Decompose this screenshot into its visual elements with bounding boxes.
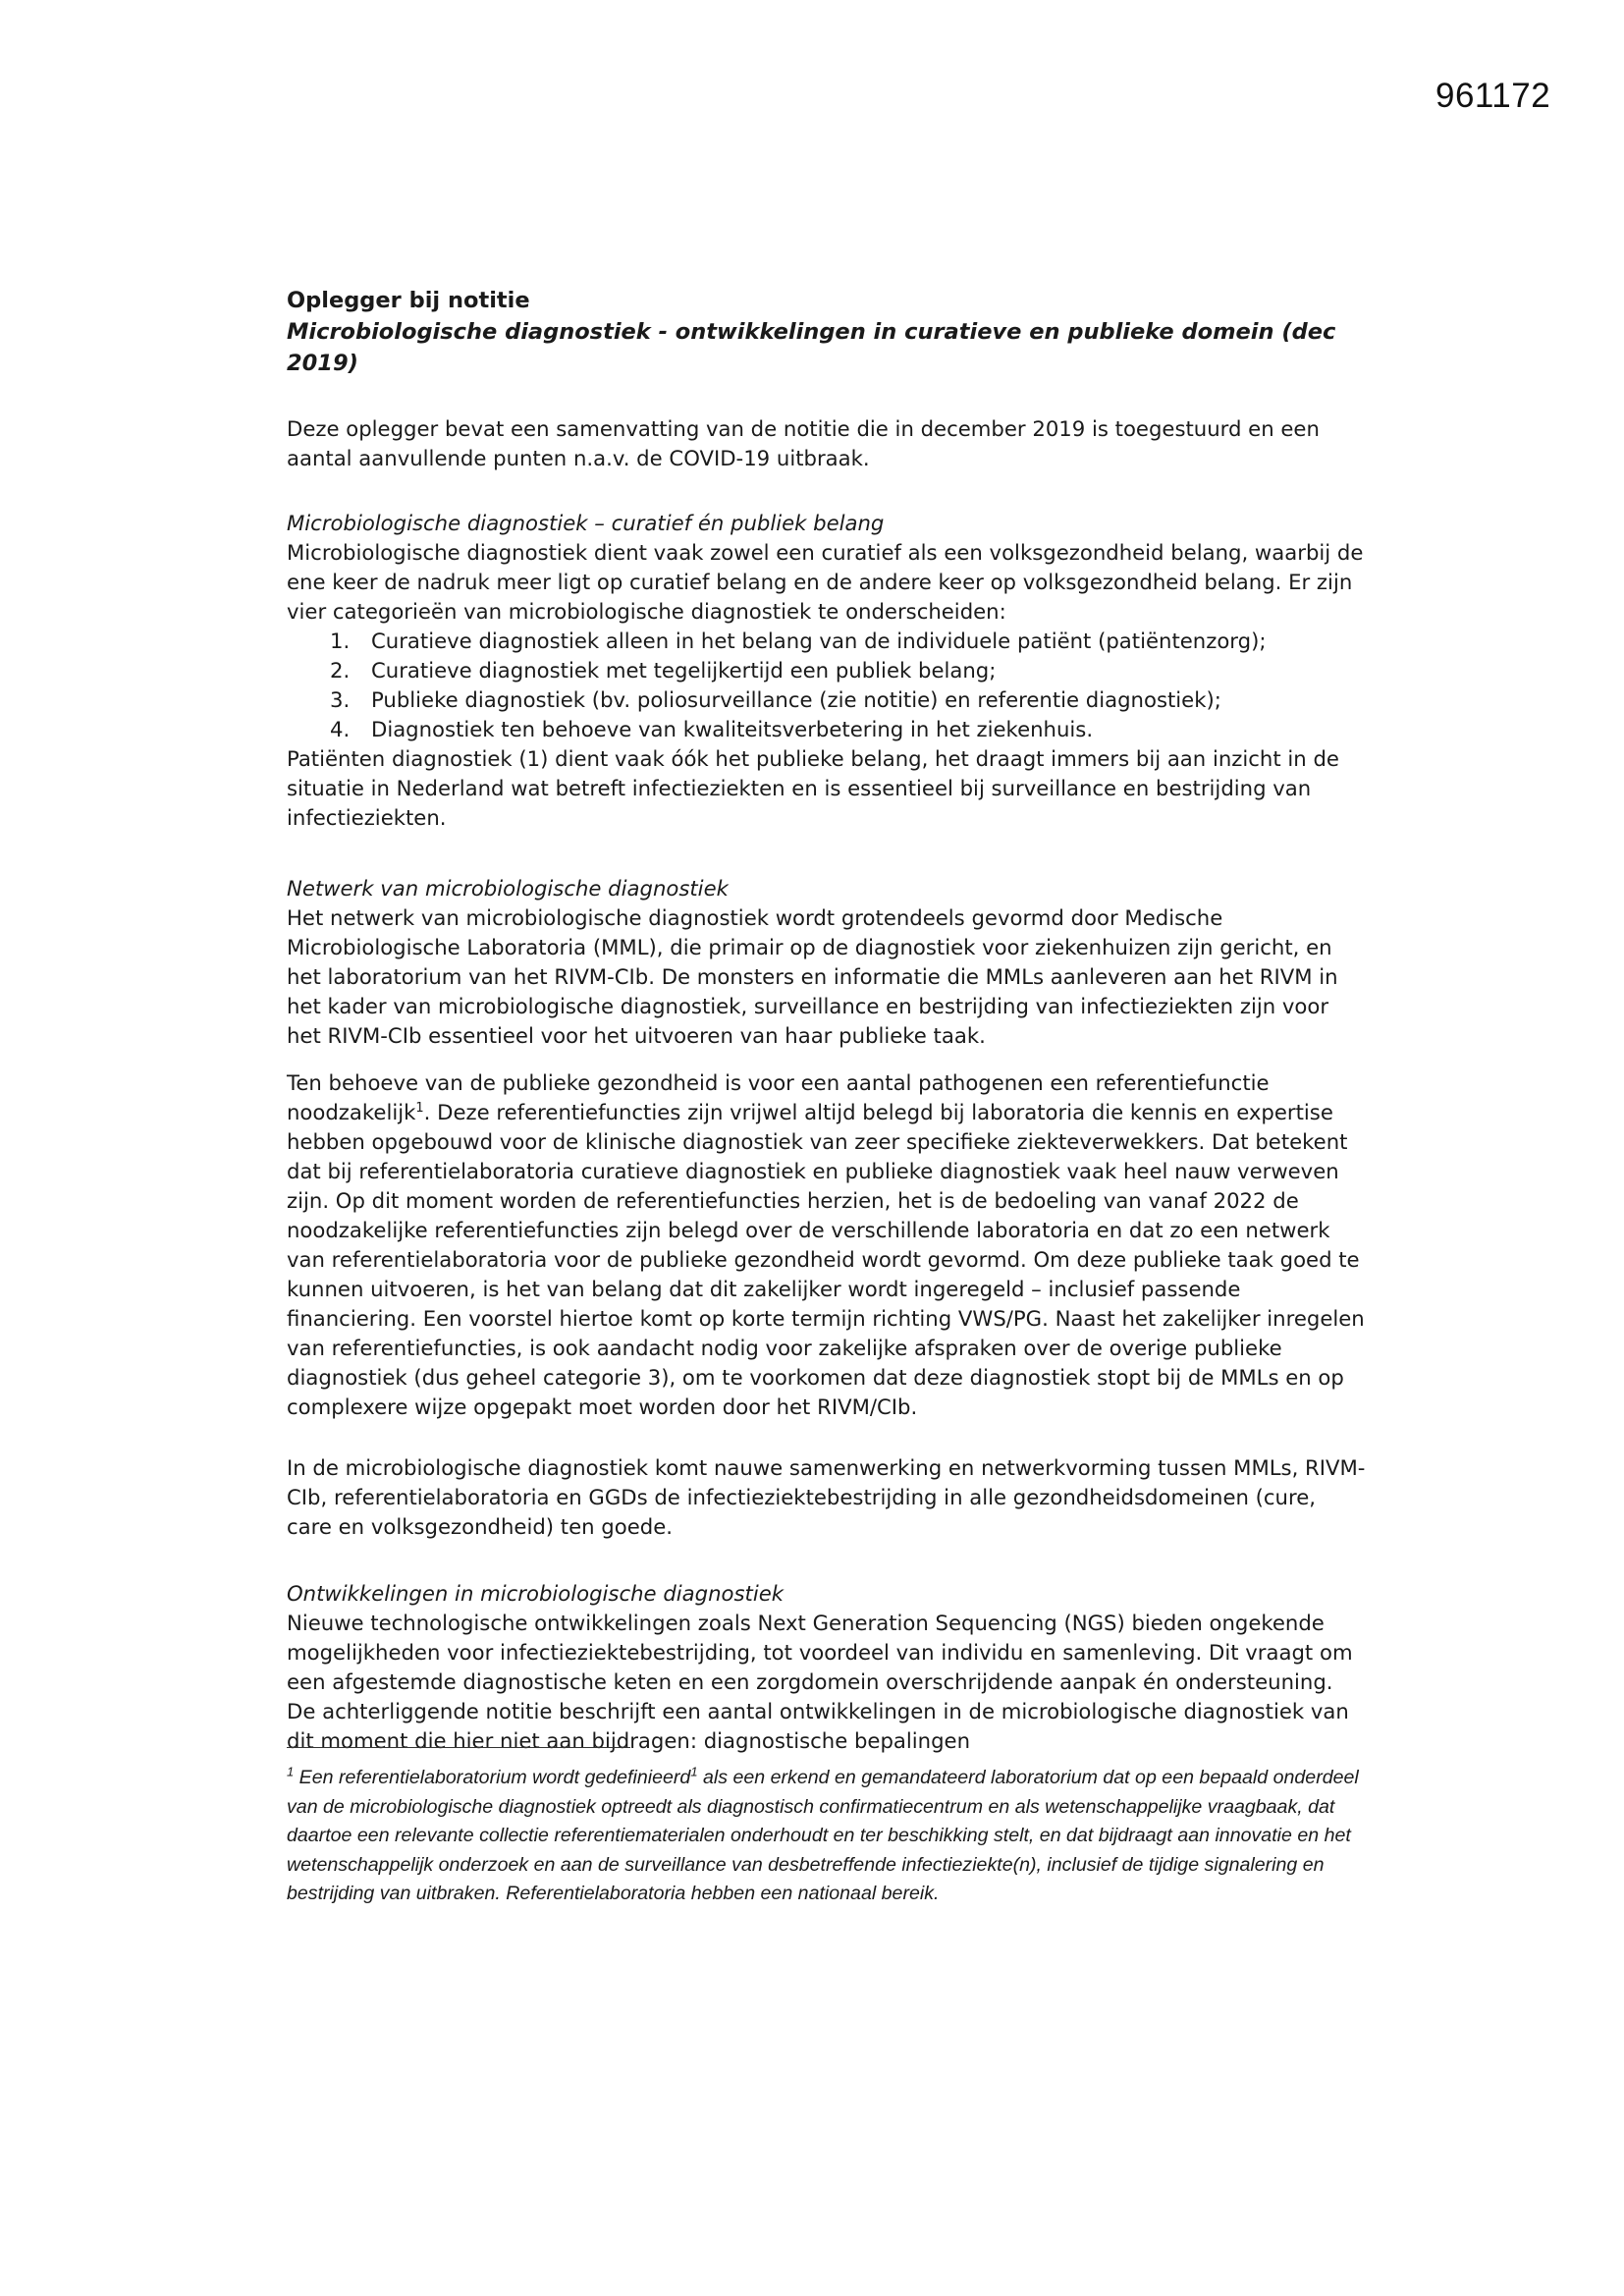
document-title: Oplegger bij notitie (287, 288, 530, 313)
paragraph-text: . Deze referentiefuncties zijn vrijwel altijd belegd bij laboratoria die kennis en expertise hebben opgebouwd voor de klinische diagnostiek van zeer specifieke ziekteverwekkers. Dat betekent dat bij referentielaboratoria curatieve diagnostiek en publieke diagnostiek vaak heel nauw verweven zijn. Op dit moment worden de referentiefuncties herzien, het is de bedoeling van vanaf 2022 de noodzakelijke referentiefuncties zijn belegd over de verschillende laboratoria en dat zo een netwerk van referentielaboratoria voor de publieke gezondheid wordt gevormd. Om deze publieke taak goed te kunnen uitvoeren, is het van belang dat dit zakelijker wordt ingeregeld – inclusief passende financiering. Een voorstel hiertoe komt op korte termijn richting VWS/PG. Naast het zakelijker inregelen van referentiefuncties, is ook aandacht nodig voor zakelijke afspraken over de overige publieke diagnostiek (dus geheel categorie 3), om te voorkomen dat deze diagnostiek stopt bij de MMLs en op complexere wijze opgepakt moet worden door het RIVM/CIb. (287, 1100, 1365, 1419)
section-paragraph: Het netwerk van microbiologische diagnostiek wordt grotendeels gevormd door Medische Microbiologische Laboratoria (MML), die primair op de diagnostiek voor ziekenhuizen zijn gericht, en het laboratorium van het RIVM-CIb. De monsters en informatie die MMLs aanleveren aan het RIVM in het kader van microbiologische diagnostiek, surveillance en bestrijding van infectieziekten zijn voor het RIVM-CIb essentieel voor het uitvoeren van haar publieke taak. (287, 905, 1338, 1048)
list-item-number: 3. (330, 687, 351, 712)
section-ontwikkelingen (287, 1579, 1367, 1756)
section-paragraph: Nieuwe technologische ontwikkelingen zoals Next Generation Sequencing (NGS) bieden ongekende mogelijkheden voor infectieziektebestrijding, tot voordeel van individu en samenleving. Dit vraagt om een afgestemde diagnostische keten en een zorgdomein overschrijdende aanpak én ondersteuning. De achterliggende notitie beschrijft een aantal ontwikkelingen in de microbiologische diagnostiek van dit moment die hier niet aan bijdragen: diagnostische bepalingen (287, 1611, 1353, 1753)
section-paragraph: Patiënten diagnostiek (1) dient vaak óók het publieke belang, het draagt immers bij aan inzicht in de situatie in Nederland wat betreft infectieziekten en is essentieel bij surveillance en bestrijding van infectieziekten. (287, 746, 1339, 830)
list-item (287, 715, 1367, 744)
list-item-text: Publieke diagnostiek (bv. poliosurveillance (zie notitie) en referentie diagnostiek); (371, 687, 1221, 712)
list-item (287, 685, 1367, 715)
section-paragraph-referentie (287, 1068, 1367, 1422)
footnote-inner-reference: 1 (690, 1764, 698, 1779)
footnote-marker: 1 (287, 1764, 295, 1779)
footnote-text: Een referentielaboratorium wordt gedefinieerd (294, 1767, 691, 1788)
intro-paragraph: Deze oplegger bevat een samenvatting van de notitie die in december 2019 is toegestuurd en een aantal aanvullende punten n.a.v. de COVID-19 uitbraak. (287, 416, 1320, 470)
footnote-reference: 1 (415, 1100, 424, 1116)
footnote-text: als een erkend en gemandateerd laboratorium dat op een bepaald onderdeel van de microbiologische diagnostiek optreedt als diagnostisch confirmatiecentrum en als wetenschappelijke vraagbaak, dat daartoe een relevante collectie referentiematerialen onderhoudt en ter beschikking stelt, en dat bijdraagt aan innovatie en het wetenschappelijk onderzoek en aan de surveillance van desbetreffende infectieziekte(n), inclusief de tijdige signalering en bestrijding van uitbraken. Referentielaboratoria hebben een nationaal bereik. (287, 1767, 1359, 1904)
section-paragraph: Microbiologische diagnostiek dient vaak zowel een curatief als een volksgezondheid belang, waarbij de ene keer de nadruk meer ligt op curatief belang en de andere keer op volksgezondheid belang. Er zijn vier categorieën van microbiologische diagnostiek te onderscheiden: (287, 540, 1364, 624)
list-item-number: 1. (330, 629, 351, 653)
section-heading: Microbiologische diagnostiek – curatief én publiek belang (287, 511, 885, 535)
list-item (287, 627, 1367, 656)
section-curatief-publiek (287, 509, 1367, 833)
list-item-number: 4. (330, 717, 351, 741)
section-heading: Ontwikkelingen in microbiologische diagnostiek (287, 1581, 785, 1606)
list-item-text: Curatieve diagnostiek alleen in het belang van de individuele patiënt (patiëntenzorg); (371, 629, 1267, 653)
list-item-text: Curatieve diagnostiek met tegelijkertijd een publiek belang; (371, 658, 997, 683)
footnote-divider (287, 1747, 630, 1748)
document-body (287, 285, 1367, 1756)
section-heading: Netwerk van microbiologische diagnostiek (287, 876, 729, 901)
document-subtitle: Microbiologische diagnostiek - ontwikkelingen in curatieve en publieke domein (dec 2019) (287, 319, 1336, 376)
section-paragraph: In de microbiologische diagnostiek komt nauwe samenwerking en netwerkvorming tussen MMLs, RIVM-CIb, referentielaboratoria en GGDs de infectieziektebestrijding in alle gezondheidsdomeinen (cure, care en volksgezondheid) ten goede. (287, 1455, 1366, 1539)
list-item-number: 2. (330, 658, 351, 683)
category-list (287, 627, 1367, 744)
document-number: 961172 (1435, 77, 1551, 115)
list-item-text: Diagnostiek ten behoeve van kwaliteitsverbetering in het ziekenhuis. (371, 717, 1094, 741)
paragraph-text: Ten behoeve van de publieke gezondheid is voor een aantal pathogenen een referentiefunctie noodzakelijk (287, 1070, 1270, 1124)
footnote (287, 1764, 1367, 1909)
list-item (287, 656, 1367, 685)
section-netwerk (287, 874, 1367, 1542)
